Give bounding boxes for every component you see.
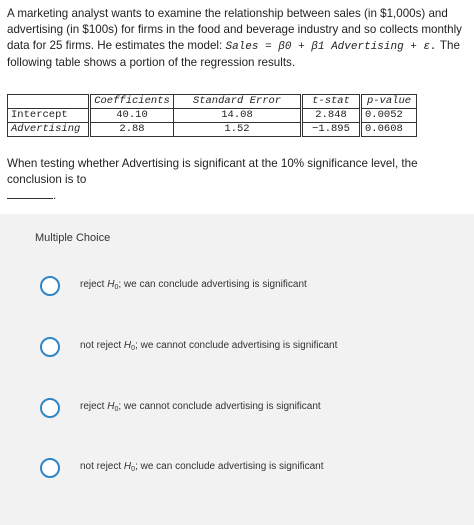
t-stat-cell: −1.895 [302, 123, 361, 137]
question-prompt: When testing whether Advertising is significant at the 10% significance level, the conclusion is to . [7, 157, 418, 202]
choice-label [80, 401, 321, 413]
choice-post: ; we cannot conclude advertising is significant [135, 340, 338, 351]
radio-button[interactable] [40, 398, 60, 418]
table-header-standard-error: Standard Error [174, 95, 302, 109]
coefficient-cell: 2.88 [90, 123, 174, 137]
standard-error-cell: 1.52 [174, 123, 302, 137]
choice-option-4[interactable] [40, 458, 460, 480]
multiple-choice-title: Multiple Choice [35, 232, 111, 244]
regression-table [7, 94, 417, 137]
t-stat-cell: 2.848 [302, 109, 361, 123]
choice-label [80, 279, 307, 291]
choice-pre: reject [80, 401, 108, 412]
hypothesis-subscript: 0 [114, 284, 119, 291]
hypothesis-subscript: 0 [131, 345, 136, 352]
choice-post: ; we cannot conclude advertising is significant [118, 401, 321, 412]
radio-button[interactable] [40, 276, 60, 296]
p-value-cell: 0.0608 [361, 123, 417, 137]
regression-model: Sales = β0 + β1 Advertising + ε. [225, 40, 437, 53]
radio-button[interactable] [40, 337, 60, 357]
table-header-t-stat: t-stat [302, 95, 361, 109]
hypothesis-subscript: 0 [131, 466, 136, 473]
table-row [8, 109, 417, 123]
p-value-cell: 0.0052 [361, 109, 417, 123]
table-row [8, 123, 417, 137]
row-label: Intercept [8, 109, 90, 123]
choice-post: ; we can conclude advertising is significant [135, 461, 324, 472]
table-header-row [8, 95, 417, 109]
table-header-p-value: p-value [361, 95, 417, 109]
hypothesis-symbol: H [107, 279, 115, 290]
hypothesis-symbol: H [123, 461, 132, 472]
choice-label [80, 340, 337, 352]
prompt-text: When testing whether Advertising is significant at the 10% significance level, the conclusion is to [7, 157, 418, 186]
answer-blank [7, 188, 53, 199]
hypothesis-symbol: H [123, 340, 132, 351]
hypothesis-symbol: H [107, 401, 115, 412]
choice-pre: not reject [80, 340, 124, 351]
question-intro: A marketing analyst wants to examine the relationship between sales (in $1,000s) and advertising (in $100s) for firms in the food and beverage industry and so collects monthly data for 25 firms. He estimates the model: [7, 7, 462, 52]
hypothesis-subscript: 0 [114, 406, 119, 413]
coefficient-cell: 40.10 [90, 109, 174, 123]
choice-option-3[interactable] [40, 398, 460, 420]
question-after-model: The following table shows a portion of the regression results. [7, 38, 460, 70]
standard-error-cell: 14.08 [174, 109, 302, 123]
choice-post: ; we can conclude advertising is significant [118, 279, 307, 290]
choice-pre: reject [80, 279, 108, 290]
table-header-blank [8, 95, 90, 109]
row-label: Advertising [8, 123, 90, 137]
radio-button[interactable] [40, 458, 60, 478]
question-text [7, 6, 469, 71]
table-header-coefficients: Coefficients [90, 95, 174, 109]
multiple-choice-panel [0, 214, 474, 525]
choice-pre: not reject [80, 461, 124, 472]
choice-option-2[interactable] [40, 337, 460, 359]
choice-label [80, 461, 324, 473]
choice-option-1[interactable] [40, 276, 460, 298]
